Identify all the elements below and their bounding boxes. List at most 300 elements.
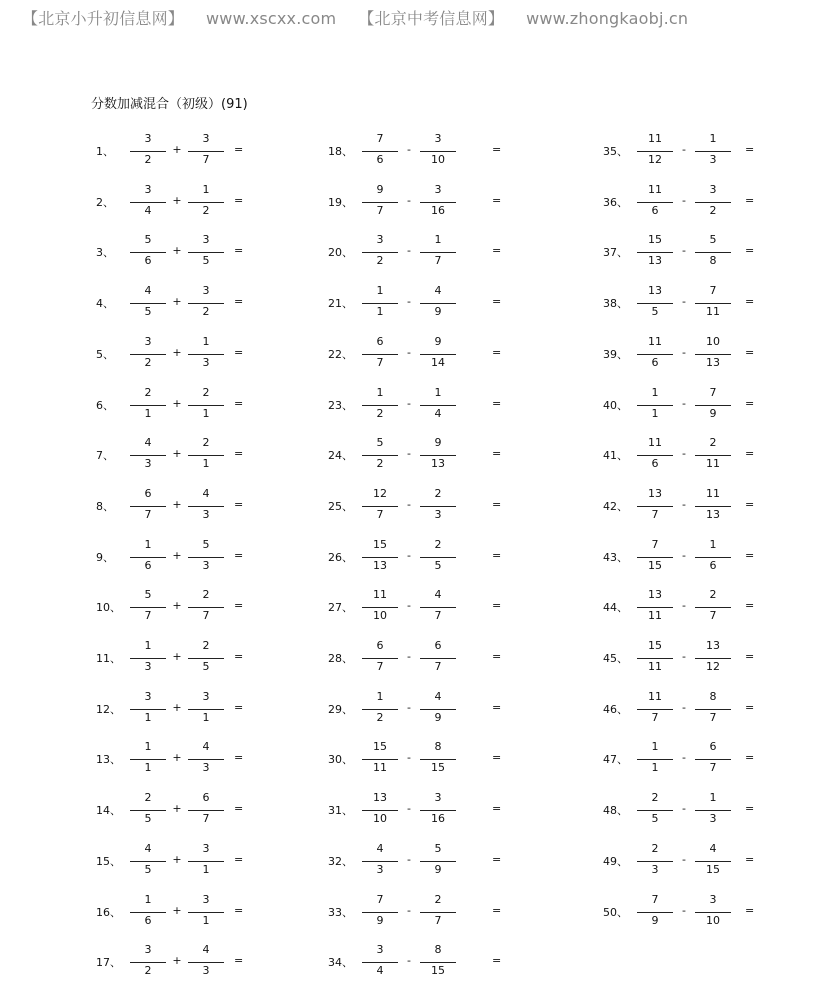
denominator: 3 [376,863,384,876]
numerator: 13 [373,791,387,804]
denominator: 12 [648,153,662,166]
denominator: 1 [144,761,152,774]
equals-sign: = [492,397,502,410]
numerator: 13 [706,639,720,652]
problem-item [328,232,568,272]
numerator: 2 [651,842,659,855]
problem-item [96,638,336,678]
problem-number: 19、 [328,196,353,209]
fraction-first [637,739,673,779]
fraction-second [695,232,731,272]
numerator: 8 [434,943,442,956]
fraction-bar [130,607,166,608]
numerator: 6 [202,791,210,804]
numerator: 11 [648,335,662,348]
numerator: 4 [144,842,152,855]
fraction-first [130,435,166,475]
fraction-bar [188,709,224,710]
fraction-first [362,689,398,729]
fraction-first [362,435,398,475]
fraction-bar [188,658,224,659]
problem-number: 44、 [603,601,628,614]
numerator: 1 [202,335,210,348]
fraction-first [362,385,398,425]
denominator: 9 [434,863,442,876]
fraction-first [130,638,166,678]
denominator: 10 [373,812,387,825]
denominator: 2 [144,356,152,369]
equals-sign: = [745,295,755,308]
operator: - [682,751,686,764]
denominator: 7 [709,609,717,622]
problem-number: 21、 [328,297,353,310]
problem-item [328,385,568,425]
problem-item [96,486,336,526]
fraction-first [637,638,673,678]
fraction-bar [420,709,456,710]
fraction-second [420,334,456,374]
fraction-bar [695,810,731,811]
operator: - [682,447,686,460]
fraction-second [420,283,456,323]
equals-sign: = [492,143,502,156]
fraction-second [188,232,224,272]
fraction-bar [637,151,673,152]
denominator: 6 [651,457,659,470]
denominator: 15 [706,863,720,876]
problem-number: 37、 [603,246,628,259]
numerator: 2 [144,386,152,399]
denominator: 1 [202,711,210,724]
denominator: 3 [202,964,210,977]
fraction-bar [695,861,731,862]
denominator: 6 [144,559,152,572]
fraction-bar [188,810,224,811]
numerator: 6 [709,740,717,753]
operator: + [172,295,182,308]
problem-number: 24、 [328,449,353,462]
operator: - [407,346,411,359]
fraction-bar [695,557,731,558]
operator: + [172,650,182,663]
problem-number: 26、 [328,551,353,564]
equals-sign: = [492,802,502,815]
fraction-bar [362,861,398,862]
denominator: 5 [434,559,442,572]
numerator: 4 [434,690,442,703]
denominator: 9 [376,914,384,927]
numerator: 3 [202,233,210,246]
problem-number: 30、 [328,753,353,766]
operator: - [682,346,686,359]
numerator: 13 [648,487,662,500]
fraction-first [362,841,398,881]
problem-item [96,182,336,222]
fraction-first [637,587,673,627]
equals-sign: = [234,802,244,815]
fraction-bar [695,759,731,760]
fraction-second [420,689,456,729]
numerator: 5 [709,233,717,246]
fraction-bar [637,759,673,760]
equals-sign: = [745,498,755,511]
operator: + [172,701,182,714]
problem-item [603,892,828,932]
fraction-second [695,841,731,881]
fraction-bar [188,506,224,507]
fraction-bar [420,810,456,811]
denominator: 9 [651,914,659,927]
numerator: 3 [202,690,210,703]
numerator: 9 [434,335,442,348]
numerator: 2 [202,436,210,449]
fraction-first [130,892,166,932]
fraction-bar [362,151,398,152]
operator: - [682,802,686,815]
equals-sign: = [745,244,755,257]
problem-item [96,841,336,881]
denominator: 6 [144,914,152,927]
fraction-second [695,638,731,678]
problem-number: 12、 [96,703,121,716]
equals-sign: = [234,650,244,663]
site1-url[interactable]: www.xscxx.com [206,9,337,28]
denominator: 3 [202,356,210,369]
problem-number: 22、 [328,348,353,361]
denominator: 7 [434,254,442,267]
fraction-first [637,283,673,323]
problem-number: 27、 [328,601,353,614]
site2-url[interactable]: www.zhongkaobj.cn [526,9,689,28]
operator: + [172,244,182,257]
fraction-bar [362,557,398,558]
denominator: 3 [709,812,717,825]
fraction-bar [188,912,224,913]
fraction-bar [637,658,673,659]
fraction-bar [130,912,166,913]
fraction-bar [637,252,673,253]
equals-sign: = [492,904,502,917]
numerator: 11 [648,132,662,145]
fraction-bar [130,557,166,558]
fraction-bar [695,252,731,253]
fraction-second [188,182,224,222]
problem-item [603,537,828,577]
problem-number: 34、 [328,956,353,969]
numerator: 7 [651,893,659,906]
equals-sign: = [492,498,502,511]
numerator: 1 [709,132,717,145]
operator: - [407,143,411,156]
problem-item [603,790,828,830]
problem-number: 31、 [328,804,353,817]
fraction-first [362,739,398,779]
numerator: 1 [651,386,659,399]
numerator: 4 [202,740,210,753]
operator: + [172,904,182,917]
denominator: 3 [202,761,210,774]
denominator: 1 [202,863,210,876]
numerator: 7 [709,386,717,399]
problem-number: 35、 [603,145,628,158]
fraction-bar [362,810,398,811]
fraction-bar [695,354,731,355]
fraction-bar [637,455,673,456]
problem-number: 18、 [328,145,353,158]
fraction-first [637,892,673,932]
numerator: 9 [434,436,442,449]
numerator: 5 [376,436,384,449]
fraction-first [637,486,673,526]
fraction-second [420,739,456,779]
denominator: 11 [648,660,662,673]
fraction-bar [362,252,398,253]
fraction-bar [695,607,731,608]
operator: - [407,802,411,815]
problem-number: 13、 [96,753,121,766]
numerator: 1 [709,791,717,804]
numerator: 1 [376,386,384,399]
fraction-bar [637,709,673,710]
equals-sign: = [745,397,755,410]
equals-sign: = [492,295,502,308]
equals-sign: = [234,599,244,612]
fraction-bar [130,658,166,659]
fraction-second [420,841,456,881]
equals-sign: = [745,751,755,764]
denominator: 2 [144,153,152,166]
fraction-bar [362,962,398,963]
numerator: 2 [202,639,210,652]
numerator: 2 [434,893,442,906]
operator: - [407,954,411,967]
denominator: 5 [202,660,210,673]
operator: - [407,295,411,308]
equals-sign: = [234,549,244,562]
operator: - [682,194,686,207]
denominator: 2 [376,711,384,724]
fraction-second [188,790,224,830]
fraction-second [188,435,224,475]
denominator: 3 [202,559,210,572]
equals-sign: = [745,194,755,207]
numerator: 4 [434,588,442,601]
problem-item [603,232,828,272]
fraction-bar [362,202,398,203]
problem-item [328,790,568,830]
denominator: 13 [431,457,445,470]
denominator: 2 [144,964,152,977]
fraction-bar [420,759,456,760]
denominator: 5 [144,863,152,876]
problem-item [328,435,568,475]
denominator: 3 [202,508,210,521]
numerator: 2 [434,487,442,500]
fraction-first [362,182,398,222]
fraction-first [130,232,166,272]
fraction-bar [695,709,731,710]
numerator: 1 [376,284,384,297]
equals-sign: = [492,549,502,562]
operator: - [682,143,686,156]
numerator: 11 [648,183,662,196]
denominator: 2 [376,457,384,470]
fraction-bar [188,354,224,355]
operator: - [407,397,411,410]
problem-item [96,739,336,779]
numerator: 3 [202,132,210,145]
fraction-bar [130,151,166,152]
fraction-second [188,385,224,425]
numerator: 6 [376,639,384,652]
fraction-bar [130,861,166,862]
fraction-bar [420,455,456,456]
fraction-first [130,385,166,425]
denominator: 9 [434,711,442,724]
denominator: 5 [651,305,659,318]
fraction-second [188,131,224,171]
fraction-second [420,587,456,627]
fraction-bar [420,354,456,355]
fraction-bar [637,506,673,507]
fraction-second [188,689,224,729]
operator: + [172,498,182,511]
problem-number: 2、 [96,196,114,209]
equals-sign: = [492,599,502,612]
equals-sign: = [492,194,502,207]
numerator: 3 [144,690,152,703]
fraction-bar [130,759,166,760]
fraction-bar [130,506,166,507]
equals-sign: = [745,599,755,612]
numerator: 6 [144,487,152,500]
numerator: 4 [376,842,384,855]
numerator: 7 [709,284,717,297]
equals-sign: = [745,650,755,663]
numerator: 7 [376,132,384,145]
equals-sign: = [234,143,244,156]
problem-number: 10、 [96,601,121,614]
operator: + [172,397,182,410]
numerator: 1 [144,538,152,551]
problem-item [328,283,568,323]
denominator: 11 [706,305,720,318]
fraction-bar [637,861,673,862]
numerator: 1 [144,639,152,652]
fraction-bar [362,709,398,710]
numerator: 13 [648,284,662,297]
equals-sign: = [492,447,502,460]
fraction-bar [637,557,673,558]
equals-sign: = [745,346,755,359]
fraction-second [695,131,731,171]
denominator: 1 [202,457,210,470]
fraction-bar [188,861,224,862]
problem-number: 16、 [96,906,121,919]
fraction-bar [695,658,731,659]
fraction-bar [420,202,456,203]
numerator: 2 [202,588,210,601]
equals-sign: = [492,853,502,866]
problem-item [96,385,336,425]
problem-number: 41、 [603,449,628,462]
numerator: 1 [434,233,442,246]
numerator: 4 [434,284,442,297]
operator: - [407,447,411,460]
denominator: 3 [651,863,659,876]
numerator: 2 [709,588,717,601]
fraction-bar [637,202,673,203]
denominator: 5 [651,812,659,825]
denominator: 6 [376,153,384,166]
fraction-bar [420,861,456,862]
numerator: 5 [434,842,442,855]
denominator: 16 [431,204,445,217]
fraction-bar [637,810,673,811]
problem-item [96,790,336,830]
fraction-bar [362,455,398,456]
fraction-first [362,537,398,577]
equals-sign: = [234,853,244,866]
fraction-second [420,790,456,830]
fraction-bar [130,962,166,963]
operator: - [407,751,411,764]
problem-item [96,942,336,982]
problem-item [603,131,828,171]
fraction-second [695,486,731,526]
problem-number: 17、 [96,956,121,969]
operator: - [682,904,686,917]
fraction-second [420,638,456,678]
equals-sign: = [492,244,502,257]
fraction-first [362,334,398,374]
fraction-first [637,232,673,272]
numerator: 1 [144,740,152,753]
problem-number: 50、 [603,906,628,919]
problem-number: 7、 [96,449,114,462]
fraction-first [362,587,398,627]
numerator: 2 [651,791,659,804]
fraction-second [420,435,456,475]
equals-sign: = [234,295,244,308]
equals-sign: = [492,346,502,359]
operator: - [682,599,686,612]
denominator: 1 [202,914,210,927]
fraction-second [420,892,456,932]
denominator: 16 [431,812,445,825]
problem-number: 28、 [328,652,353,665]
fraction-bar [695,455,731,456]
fraction-first [130,537,166,577]
operator: - [407,599,411,612]
equals-sign: = [234,397,244,410]
fraction-bar [420,303,456,304]
problem-item [328,131,568,171]
denominator: 5 [144,305,152,318]
numerator: 6 [376,335,384,348]
problem-item [96,232,336,272]
fraction-second [420,232,456,272]
fraction-bar [130,252,166,253]
operator: + [172,346,182,359]
denominator: 10 [373,609,387,622]
problem-item [96,334,336,374]
numerator: 1 [202,183,210,196]
denominator: 4 [144,204,152,217]
numerator: 11 [648,690,662,703]
fraction-bar [130,303,166,304]
problem-number: 25、 [328,500,353,513]
